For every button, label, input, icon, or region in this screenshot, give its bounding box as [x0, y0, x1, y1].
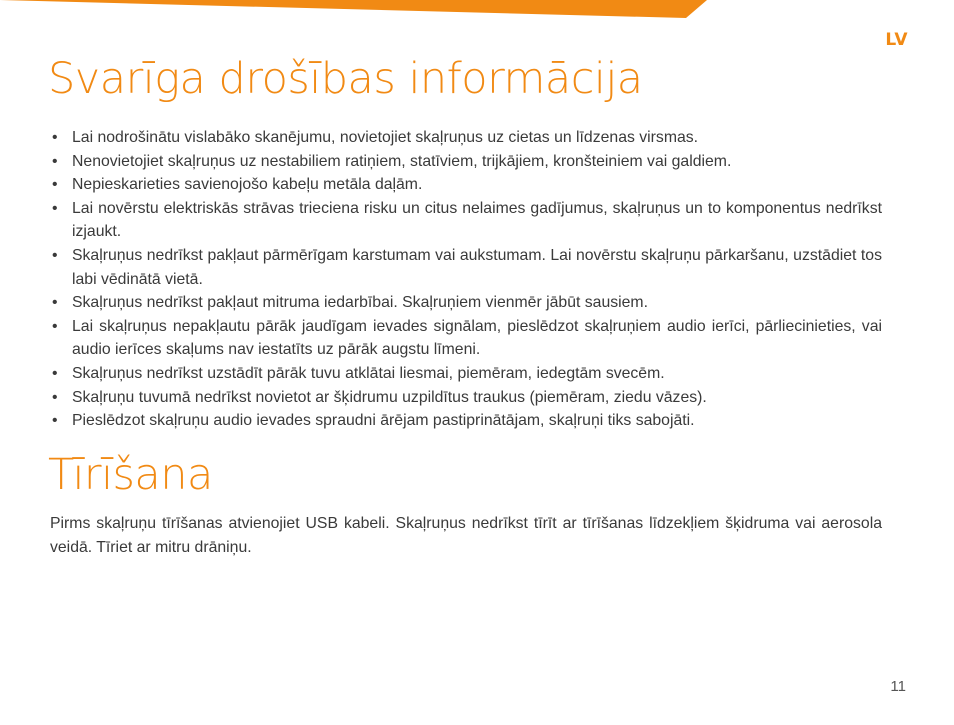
cleaning-title: Tīrīšana [48, 450, 213, 500]
header-accent-band [0, 0, 954, 34]
bullet-icon: • [52, 176, 58, 194]
page-number: 11 [890, 678, 906, 695]
list-item-text: Skaļruņus nedrīkst uzstādīt pārāk tuvu atklātai liesmai, piemēram, iedegtām svecēm. [72, 364, 665, 382]
bullet-icon: • [52, 129, 58, 146]
bullet-icon: • [52, 294, 58, 312]
list-item-text: Skaļruņu tuvumā nedrīkst novietot ar šķidrumu uzpildītus traukus (piemēram, ziedu vāzes). [72, 388, 707, 406]
list-item [50, 362, 882, 386]
cleaning-text: Pirms skaļruņu tīrīšanas atvienojiet USB kabeli. Skaļruņus nedrīkst tīrīt ar tīrīšanas līdzekļiem šķidruma vai aerosola veidā. Tīriet ar mitru drāniņu. [50, 515, 882, 556]
list-item [50, 173, 882, 197]
list-item-text: Pieslēdzot skaļruņu audio ievades spraudni ārējam pastiprinātājam, skaļruņi tiks sabojāti. [72, 412, 695, 430]
bullet-icon: • [52, 199, 58, 217]
list-item [50, 197, 882, 244]
bullet-icon: • [52, 152, 58, 170]
list-item [50, 244, 882, 291]
bullet-icon: • [52, 246, 58, 264]
list-item-text: Nepieskarieties savienojošo kabeļu metāla daļām. [72, 176, 423, 194]
header-accent-shape [0, 0, 707, 18]
list-item [50, 291, 882, 315]
list-item [50, 409, 882, 433]
bullet-icon: • [52, 364, 58, 382]
list-item [50, 150, 882, 174]
list-item-text: Skaļruņus nedrīkst pakļaut pārmērīgam karstumam vai aukstumam. Lai novērstu skaļruņu pārkaršanu, uzstādiet tos labi vēdinātā vietā. [72, 246, 882, 288]
safety-title: Svarīga drošības informācija [48, 54, 643, 104]
list-item-text: Lai skaļruņus nepakļautu pārāk jaudīgam ievades signālam, pieslēdzot skaļruņiem audio ierīci, pārliecinieties, vai audio ierīces skaļums nav iestatīts uz pārāk augstu līmeni. [72, 317, 882, 359]
bullet-icon: • [52, 412, 58, 430]
list-item-text: Lai novērstu elektriskās strāvas trieciena risku un citus nelaimes gadījumus, skaļruņus un to komponentus nedrīkst izjaukt. [72, 199, 882, 241]
language-code: LV [885, 30, 908, 50]
list-item [50, 386, 882, 410]
bullet-icon: • [52, 317, 58, 335]
safety-list [50, 126, 882, 433]
list-item [50, 126, 882, 150]
list-item-text: Nenovietojiet skaļruņus uz nestabiliem ratiņiem, statīviem, trijkājiem, kronšteiniem vai galdiem. [72, 152, 732, 170]
list-item-text: Lai nodrošinātu vislabāko skanējumu, novietojiet skaļruņus uz cietas un līdzenas virsmas. [72, 129, 699, 146]
list-item-text: Skaļruņus nedrīkst pakļaut mitruma iedarbībai. Skaļruņiem vienmēr jābūt sausiem. [72, 294, 648, 312]
bullet-icon: • [52, 388, 58, 406]
list-item [50, 315, 882, 362]
